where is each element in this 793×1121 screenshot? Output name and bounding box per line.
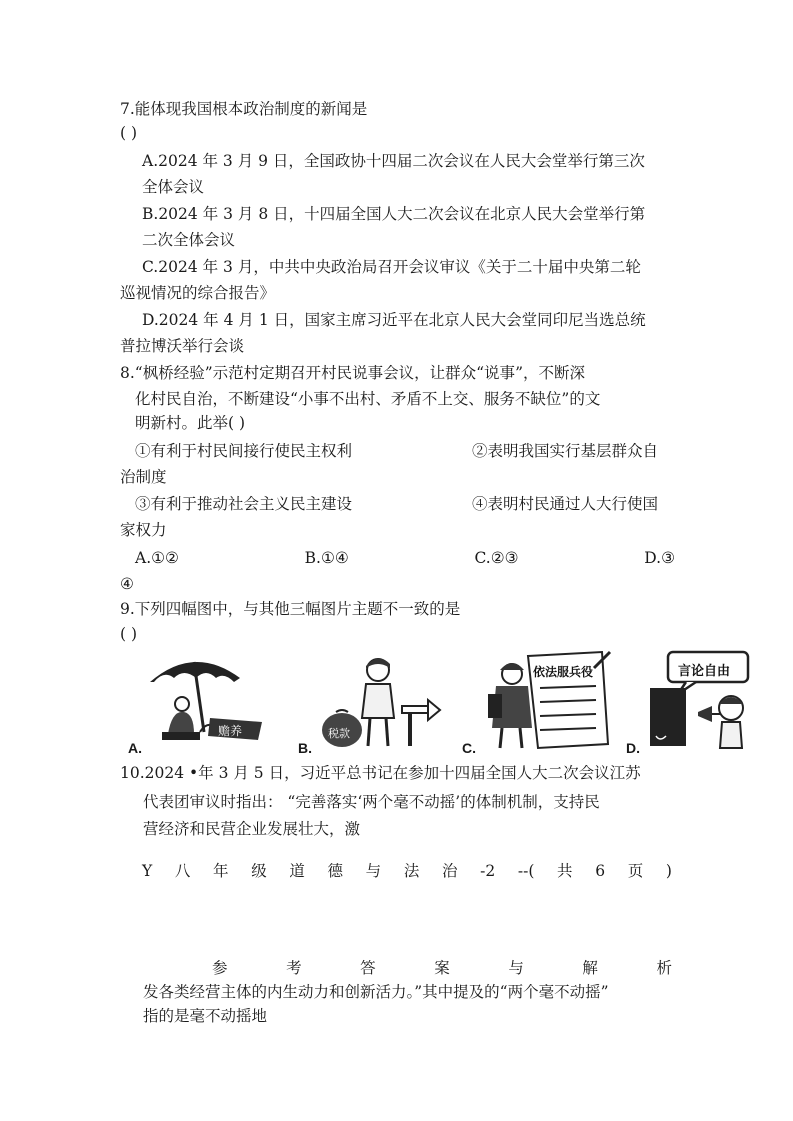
q8-choice-d: D.③	[644, 549, 675, 567]
q8-stem-line1: 8.“枫桥经验”示范村定期召开村民说事会议，让群众“说事”，不断深	[120, 364, 585, 382]
footer-char: 治	[441, 862, 458, 880]
footer-char: 页	[627, 862, 644, 880]
picture-b-label: B.	[298, 740, 312, 756]
q8-stem-line3: 明新村。此举( )	[135, 414, 246, 432]
q9-stem: 9.下列四幅图中，与其他三幅图片主题不一致的是	[120, 600, 461, 618]
picture-d-sign-text: 言论自由	[678, 664, 731, 679]
q8-choice-a: A.①②	[135, 549, 179, 567]
footer-char: 德	[327, 862, 344, 880]
q7-option-c-line1: C.2024 年 3 月，中共中央政治局召开会议审议《关于二十届中央第二轮	[142, 258, 641, 276]
answer-header-char: 答	[360, 959, 376, 977]
picture-d-sign	[674, 658, 746, 682]
picture-b-sign-text: 税款	[328, 727, 350, 740]
answer-header-char: 案	[434, 959, 450, 977]
footer-char: 年	[213, 862, 229, 880]
picture-b-sign	[324, 722, 364, 742]
q7-stem: 7.能体现我国根本政治制度的新闻是	[120, 100, 368, 118]
footer-total-pages: 6	[595, 862, 606, 880]
q7-option-d-line2: 普拉博沃举行会谈	[120, 337, 245, 355]
q7-option-b-line1: B.2024 年 3 月 8 日，十四届全国人大二次会议在北京人民大会堂举行第	[142, 205, 646, 223]
footer-char: 共	[557, 862, 573, 880]
footer-char: )	[665, 862, 672, 880]
footer-char: 级	[251, 862, 267, 880]
q7-option-a-line1: A.2024 年 3 月 9 日，全国政协十四届二次会议在人民大会堂举行第三次	[142, 152, 645, 170]
q7-option-a-line2: 全体会议	[142, 178, 205, 196]
q8-choice-b: B.①④	[304, 549, 349, 567]
q10-continuation-line1: 发各类经营主体的内生动力和创新活力。”其中提及的“两个毫不动摇”	[143, 983, 609, 1001]
picture-c-label: C.	[462, 740, 476, 756]
picture-d-label: D.	[626, 740, 640, 756]
answer-header-char: 解	[582, 959, 598, 977]
page-footer	[142, 861, 672, 881]
q8-choice-c: C.②③	[474, 549, 519, 567]
picture-c	[462, 648, 622, 756]
q8-statement-2: ②表明我国实行基层群众自	[472, 442, 659, 460]
answer-header-char: 参	[212, 959, 228, 977]
picture-a-sign-text: 赡养	[218, 724, 243, 738]
q8-choice-wrap: ④	[120, 575, 134, 593]
q7-option-c-line2: 巡视情况的综合报告》	[120, 284, 276, 302]
q10-stem-line1: 10.2024 •年 3 月 5 日，习近平总书记在参加十四届全国人大二次会议江苏	[120, 764, 641, 782]
answer-header	[212, 958, 672, 978]
q8-statement-3: ③有利于推动社会主义民主建设	[135, 495, 353, 513]
q8-statement-4: ④表明村民通过人大行使国	[472, 495, 659, 513]
answer-header-char: 考	[286, 959, 302, 977]
picture-d	[626, 648, 760, 756]
picture-c-sign-text: 依法服兵役	[533, 665, 594, 679]
picture-a	[128, 648, 278, 756]
footer-char: 与	[365, 862, 382, 880]
q7-option-d-line1: D.2024 年 4 月 1 日，国家主席习近平在北京人民大会堂同印尼当选总统	[142, 311, 646, 329]
q7-option-b-line2: 二次全体会议	[142, 231, 236, 249]
answer-header-char: 与	[508, 959, 524, 977]
q8-statement-4-wrap: 家权力	[120, 521, 167, 539]
picture-a-sign	[214, 718, 268, 742]
q9-blank: ( )	[120, 625, 138, 643]
footer-char: 法	[403, 862, 420, 880]
picture-a-label: A.	[128, 740, 142, 756]
footer-char: --(	[517, 862, 535, 880]
picture-c-sign	[530, 658, 606, 684]
answer-header-char: 析	[656, 959, 672, 977]
q10-stem-line3: 营经济和民营企业发展壮大，激	[143, 820, 361, 838]
q8-statement-2-wrap: 治制度	[120, 468, 167, 486]
q8-statement-1: ①有利于村民间接行使民主权利	[135, 442, 353, 460]
q8-choices	[135, 548, 675, 568]
footer-char: Y	[142, 862, 153, 880]
taxpayer-icon	[298, 648, 448, 756]
picture-b	[298, 648, 448, 756]
q10-continuation-line2: 指的是毫不动摇地	[143, 1007, 268, 1025]
footer-char: 八	[174, 862, 191, 880]
q8-stem-line2: 化村民自治，不断建设“小事不出村、矛盾不上交、服务不缺位”的文	[135, 390, 601, 408]
q10-stem-line2: 代表团审议时指出： “完善落实‘两个毫不动摇’的体制机制，支持民	[143, 793, 600, 811]
q7-blank: ( )	[120, 124, 138, 142]
footer-char: 道	[289, 862, 305, 880]
footer-page-number: -2	[480, 862, 496, 880]
